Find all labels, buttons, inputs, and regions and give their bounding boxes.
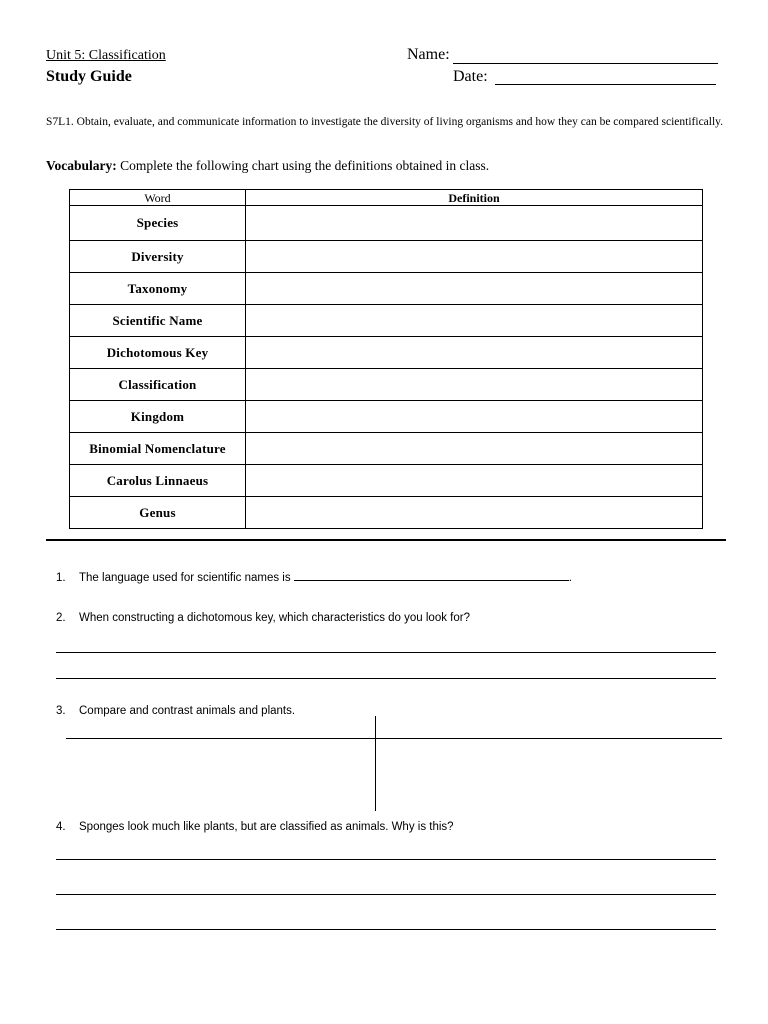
question-4 bbox=[56, 821, 454, 833]
table-row bbox=[70, 337, 703, 369]
table-row bbox=[70, 273, 703, 305]
column-header-definition: Definition bbox=[246, 190, 703, 206]
question-text-end: . bbox=[568, 572, 572, 584]
vocabulary-label: Vocabulary: bbox=[46, 158, 117, 173]
date-field[interactable] bbox=[495, 84, 716, 85]
vocabulary-table bbox=[69, 189, 703, 529]
table-row bbox=[70, 497, 703, 529]
definition-cell[interactable] bbox=[246, 369, 703, 401]
vocab-word: Diversity bbox=[70, 241, 246, 273]
answer-line[interactable] bbox=[56, 678, 716, 679]
definition-cell[interactable] bbox=[246, 241, 703, 273]
section-divider bbox=[46, 539, 726, 541]
question-number: 2. bbox=[56, 612, 66, 624]
t-chart-horizontal-line bbox=[66, 738, 722, 739]
answer-line[interactable] bbox=[56, 652, 716, 653]
question-2 bbox=[56, 612, 470, 624]
document-title: Study Guide bbox=[46, 68, 132, 85]
unit-title: Unit 5: Classification bbox=[46, 48, 166, 63]
question-3 bbox=[56, 705, 295, 717]
definition-cell[interactable] bbox=[246, 273, 703, 305]
answer-line[interactable] bbox=[56, 859, 716, 860]
table-row bbox=[70, 206, 703, 241]
vocab-word: Genus bbox=[70, 497, 246, 529]
table-row bbox=[70, 433, 703, 465]
question-number: 1. bbox=[56, 572, 66, 584]
definition-cell[interactable] bbox=[246, 465, 703, 497]
question-text: Compare and contrast animals and plants. bbox=[79, 705, 296, 717]
table-row bbox=[70, 465, 703, 497]
definition-cell[interactable] bbox=[246, 497, 703, 529]
t-chart-vertical-line bbox=[375, 716, 376, 811]
table-row bbox=[70, 305, 703, 337]
date-label: Date: bbox=[453, 68, 488, 85]
vocab-word: Dichotomous Key bbox=[70, 337, 246, 369]
vocab-word: Classification bbox=[70, 369, 246, 401]
vocabulary-instructions bbox=[46, 158, 489, 174]
answer-line[interactable] bbox=[56, 929, 716, 930]
question-text: The language used for scientific names is bbox=[79, 572, 294, 584]
standard-text: S7L1. Obtain, evaluate, and communicate information to investigate the diversity of living organisms and how they can be compared scientifically. bbox=[46, 116, 724, 128]
name-label: Name: bbox=[407, 46, 450, 63]
vocab-word: Taxonomy bbox=[70, 273, 246, 305]
definition-cell[interactable] bbox=[246, 305, 703, 337]
question-1 bbox=[56, 570, 572, 584]
vocab-word: Carolus Linnaeus bbox=[70, 465, 246, 497]
definition-cell[interactable] bbox=[246, 337, 703, 369]
table-row bbox=[70, 369, 703, 401]
fill-in-blank[interactable] bbox=[294, 570, 569, 581]
name-field[interactable] bbox=[453, 63, 718, 64]
vocab-word: Species bbox=[70, 206, 246, 241]
table-row bbox=[70, 241, 703, 273]
question-number: 4. bbox=[56, 821, 66, 833]
vocabulary-instructions-text: Complete the following chart using the definitions obtained in class. bbox=[116, 158, 490, 173]
vocab-word: Scientific Name bbox=[70, 305, 246, 337]
table-header-row bbox=[70, 190, 703, 206]
answer-line[interactable] bbox=[56, 894, 716, 895]
question-text: Sponges look much like plants, but are classified as animals. Why is this? bbox=[79, 821, 454, 833]
definition-cell[interactable] bbox=[246, 433, 703, 465]
vocab-word: Kingdom bbox=[70, 401, 246, 433]
table-row bbox=[70, 401, 703, 433]
vocab-word: Binomial Nomenclature bbox=[70, 433, 246, 465]
definition-cell[interactable] bbox=[246, 206, 703, 241]
definition-cell[interactable] bbox=[246, 401, 703, 433]
question-text: When constructing a dichotomous key, which characteristics do you look for? bbox=[79, 612, 470, 624]
column-header-word: Word bbox=[70, 190, 246, 206]
question-number: 3. bbox=[56, 705, 66, 717]
